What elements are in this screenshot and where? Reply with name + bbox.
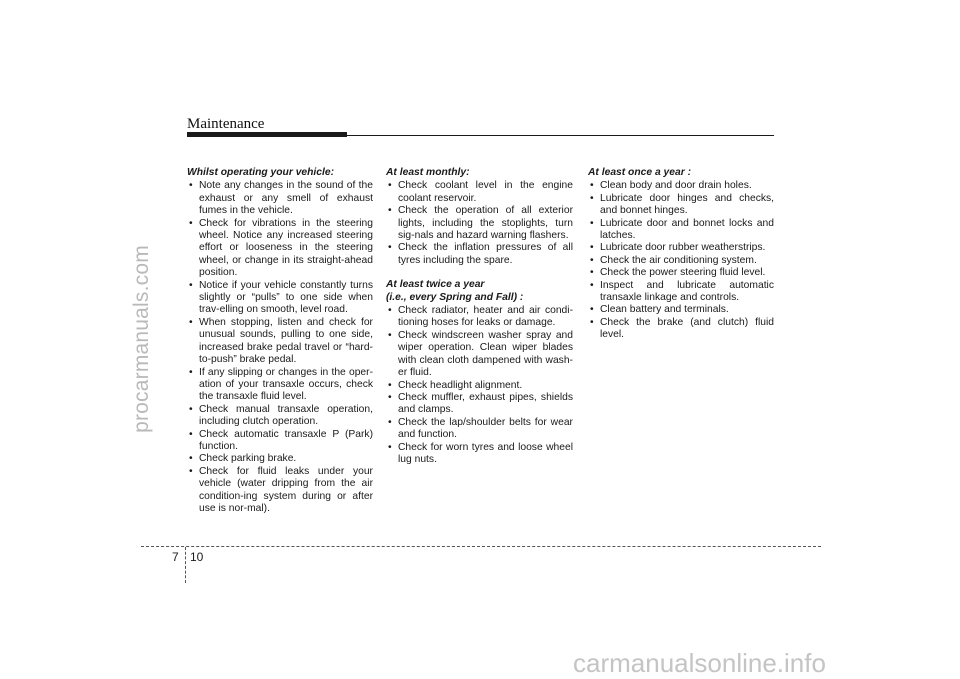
chapter-number: 7: [172, 550, 179, 564]
list-item: • Check muffler, exhaust pipes, shields and clamps.: [386, 392, 573, 417]
side-watermark: procarmanuals.com: [130, 245, 153, 433]
list-item: • Check windscreen washer spray and wiper operation. Clean wiper blades with clean cloth dampened with wash-er fluid.: [386, 330, 573, 380]
list-item: • Check the lap/shoulder belts for wear and function.: [386, 417, 573, 442]
list-item: • Check the operation of all exterior lights, including the stoplights, turn sig-nals and hazard warning flashers.: [386, 205, 573, 242]
section-heading-yearly: At least once a year :: [588, 167, 692, 178]
list-item: • Clean battery and terminals.: [588, 304, 774, 316]
list-item: • When stopping, listen and check for unusual sounds, pulling to one side, increased brake pedal travel or “hard-to-push” brake pedal.: [187, 317, 373, 367]
column-3: [588, 167, 774, 342]
footer-divider: [185, 547, 186, 583]
list-item: • Check the power steering fluid level.: [588, 267, 774, 279]
section-heading-operating: Whilst operating your vehicle:: [187, 167, 335, 178]
footer-rule: [141, 546, 821, 547]
list-item: • Lubricate door rubber weatherstrips.: [588, 242, 774, 254]
list-item: • Clean body and door drain holes.: [588, 180, 774, 192]
list-item: • Check headlight alignment.: [386, 380, 573, 392]
list-item: • Check coolant level in the engine coolant reservoir.: [386, 180, 573, 205]
list-item: • Check the inflation pressures of all tyres including the spare.: [386, 242, 573, 267]
list-item: • Inspect and lubricate automatic transaxle linkage and controls.: [588, 280, 774, 305]
list-item: • Notice if your vehicle constantly turns slightly or “pulls” to one side when trav-elling on smooth, level road.: [187, 280, 373, 317]
list-item: • If any slipping or changes in the oper-ation of your transaxle occurs, check the transaxle fluid level.: [187, 367, 373, 404]
list-item: • Check parking brake.: [187, 453, 373, 465]
page-title: Maintenance: [187, 116, 265, 132]
list-item: • Lubricate door hinges and checks, and bonnet hinges.: [588, 193, 774, 218]
list-item: • Lubricate door and bonnet locks and latches.: [588, 218, 774, 243]
list-item: • Check the brake (and clutch) fluid level.: [588, 317, 774, 342]
footer-watermark: carmanualsonline.info: [573, 648, 826, 678]
list-item: • Note any changes in the sound of the exhaust or any smell of exhaust fumes in the vehicle.: [187, 180, 373, 217]
list-item: • Check the air conditioning system.: [588, 255, 774, 267]
list-item: • Check radiator, heater and air condi-tioning hoses for leaks or damage.: [386, 305, 573, 330]
section-heading-line: (i.e., every Spring and Fall) :: [386, 291, 524, 303]
list-twice-yearly: [386, 305, 573, 466]
column-1: [187, 167, 373, 515]
list-item: • Check manual transaxle operation, including clutch operation.: [187, 404, 373, 429]
page-number: 10: [190, 550, 204, 564]
section-heading-twice-yearly: [386, 279, 573, 304]
header-rule: [187, 135, 774, 136]
list-yearly: [588, 180, 774, 341]
list-monthly: [386, 180, 573, 267]
section-heading-monthly: At least monthly:: [386, 167, 470, 178]
list-item: • Check for worn tyres and loose wheel lug nuts.: [386, 442, 573, 467]
list-item: • Check automatic transaxle P (Park) function.: [187, 429, 373, 454]
list-item: • Check for fluid leaks under your vehicle (water dripping from the air condition-ing system during or after use is nor-mal).: [187, 466, 373, 516]
list-item: • Check for vibrations in the steering wheel. Notice any increased steering effort or looseness in the steering wheel, or change in its straight-ahead position.: [187, 218, 373, 280]
section-heading-line: At least twice a year: [386, 279, 485, 291]
list-operating: [187, 180, 373, 515]
column-2: [386, 167, 573, 466]
